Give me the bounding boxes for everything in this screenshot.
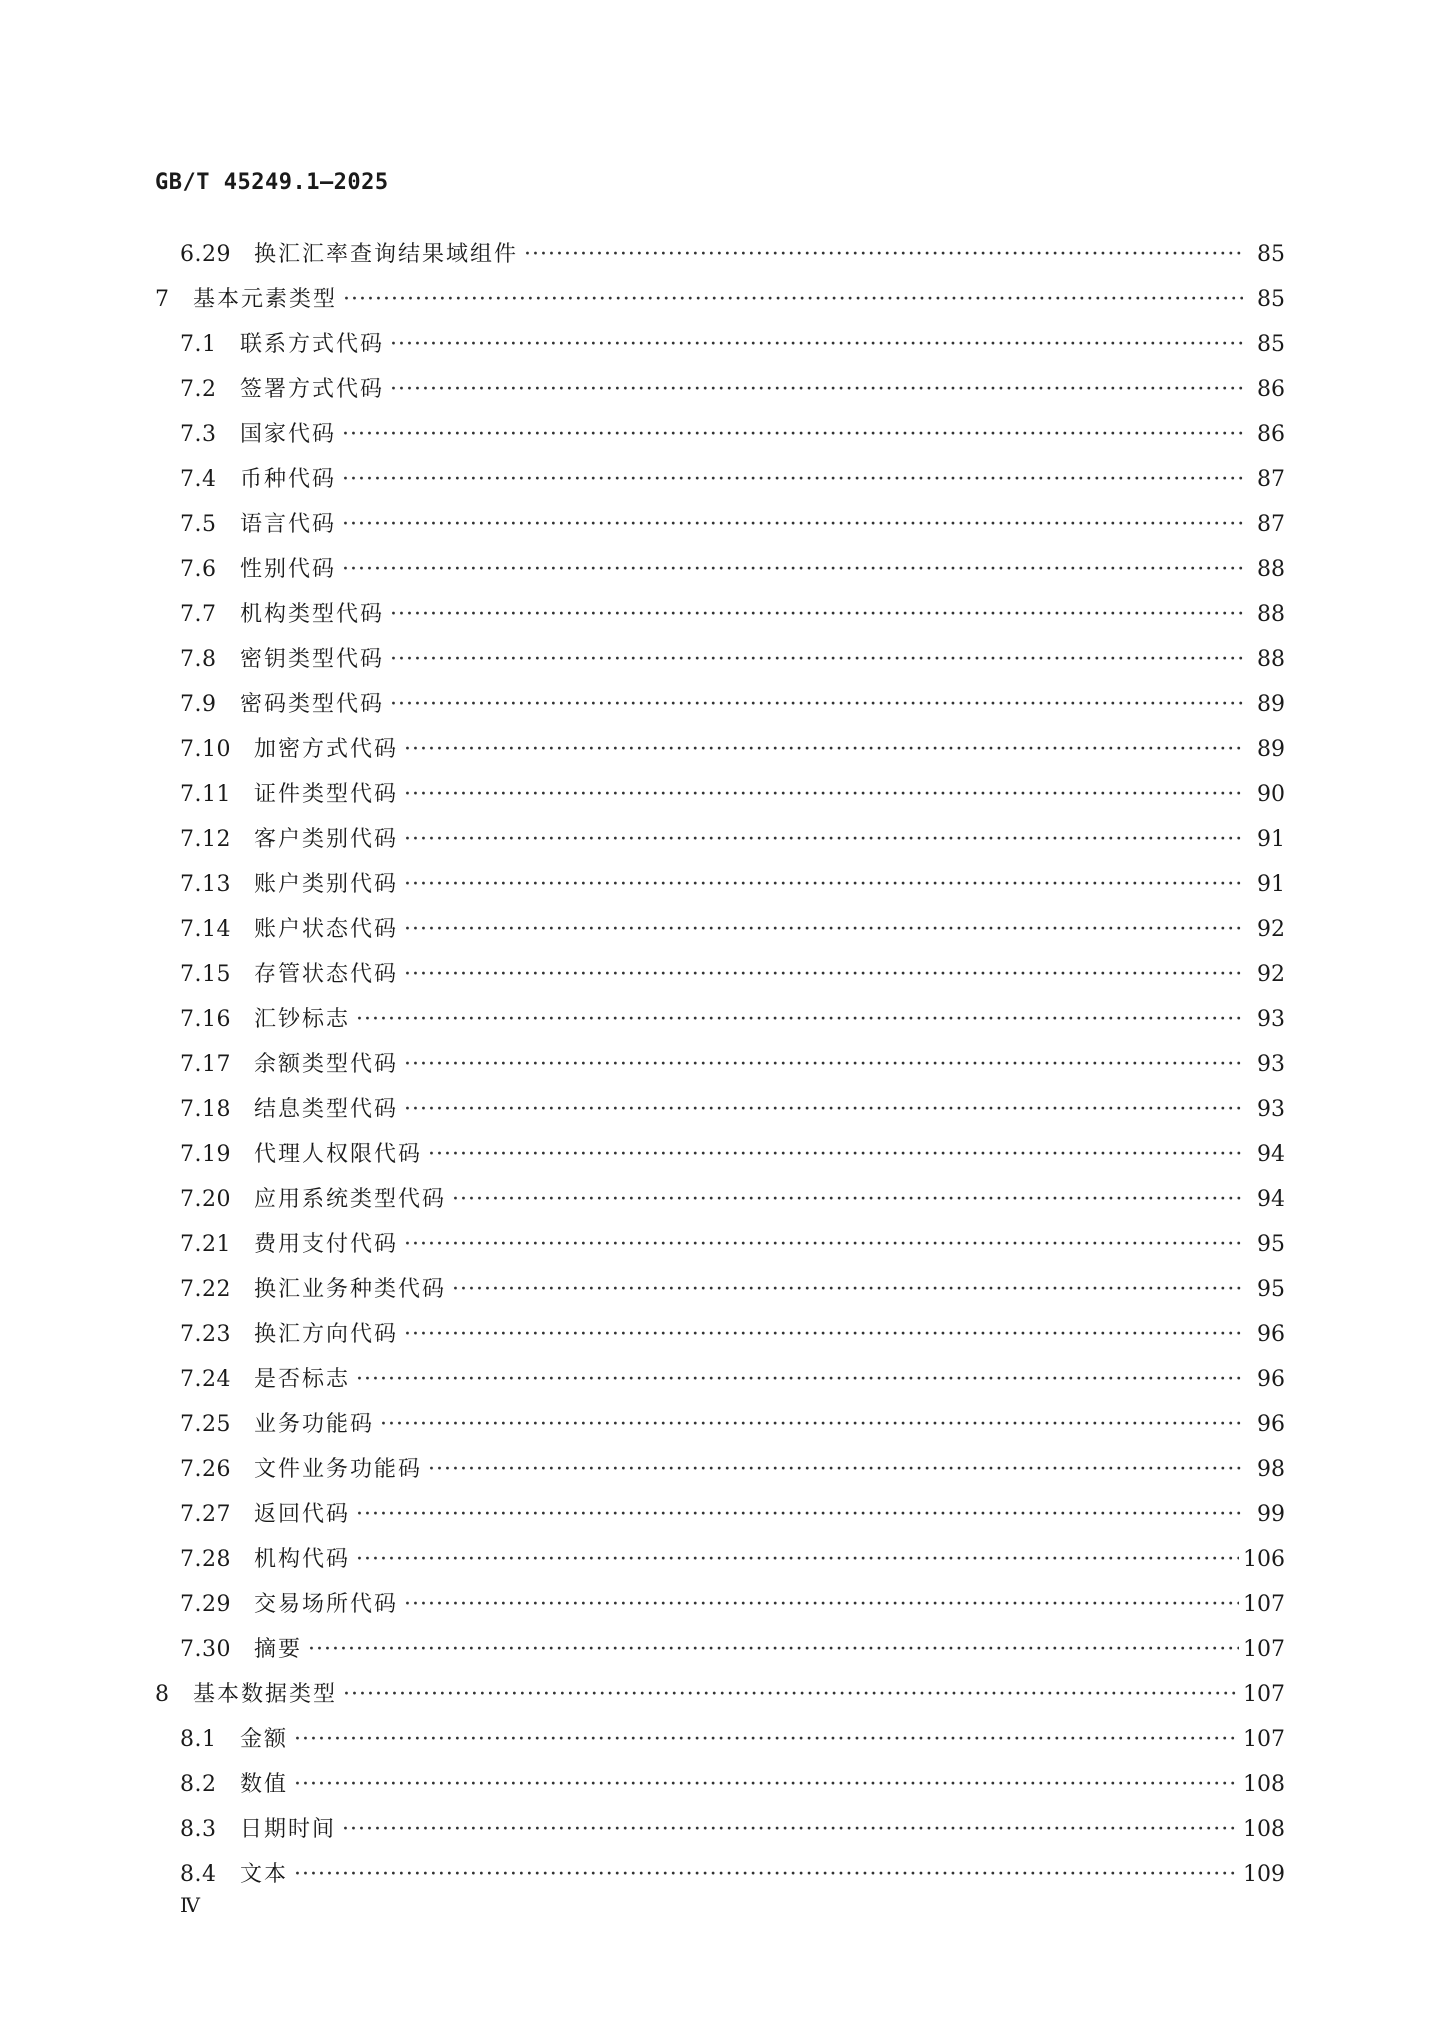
toc-leader-dots	[404, 1087, 1243, 1132]
toc-entry-page: 85	[1257, 242, 1285, 267]
toc-entry[interactable]	[155, 322, 1285, 367]
toc-entry-title: 存管状态代码	[254, 962, 399, 987]
toc-entry-title: 联系方式代码	[240, 332, 385, 357]
toc-entry[interactable]	[155, 637, 1285, 682]
toc-entry-number: 8.3	[180, 1817, 217, 1842]
toc-entry[interactable]	[155, 502, 1285, 547]
toc-entry-title: 换汇方向代码	[254, 1322, 399, 1347]
toc-entry-number: 7.24	[180, 1367, 231, 1392]
toc-leader-dots	[390, 322, 1243, 367]
toc-entry-number: 7.13	[180, 872, 231, 897]
toc-entry-page: 85	[1257, 332, 1285, 357]
toc-entry-title: 文本	[240, 1862, 289, 1887]
toc-entry[interactable]	[155, 1267, 1285, 1312]
toc-entry[interactable]	[155, 457, 1285, 502]
toc-entry-number: 7.10	[180, 737, 231, 762]
toc-entry-number: 7.15	[180, 962, 231, 987]
toc-entry-page: 108	[1243, 1817, 1285, 1842]
toc-leader-dots	[404, 1582, 1239, 1627]
toc-entry[interactable]	[155, 547, 1285, 592]
toc-entry-number: 8	[155, 1682, 170, 1707]
toc-leader-dots	[356, 1357, 1243, 1402]
toc-entry-title: 是否标志	[254, 1367, 351, 1392]
toc-entry-number: 7.16	[180, 1007, 231, 1032]
toc-entry[interactable]	[155, 772, 1285, 817]
toc-leader-dots	[404, 772, 1243, 817]
toc-leader-dots	[428, 1447, 1243, 1492]
toc-entry-number: 7.8	[180, 647, 217, 672]
toc-entry-title: 换汇业务种类代码	[254, 1277, 447, 1302]
toc-entry[interactable]	[155, 1087, 1285, 1132]
toc-entry-number: 7.20	[180, 1187, 231, 1212]
toc-entry-page: 96	[1257, 1322, 1285, 1347]
toc-entry-page: 91	[1257, 872, 1285, 897]
toc-entry-title: 文件业务功能码	[254, 1457, 423, 1482]
toc-entry[interactable]	[155, 1672, 1285, 1717]
toc-entry-title: 换汇汇率查询结果域组件	[254, 242, 519, 267]
toc-entry-title: 客户类别代码	[254, 827, 399, 852]
toc-entry-number: 7.22	[180, 1277, 231, 1302]
toc-leader-dots	[404, 727, 1243, 772]
toc-entry-number: 7.14	[180, 917, 231, 942]
toc-leader-dots	[404, 907, 1243, 952]
toc-entry[interactable]	[155, 1627, 1285, 1672]
toc-entry[interactable]	[155, 232, 1285, 277]
toc-leader-dots	[308, 1627, 1239, 1672]
toc-entry-number: 8.1	[180, 1727, 217, 1752]
toc-entry-title: 机构类型代码	[240, 602, 385, 627]
toc-entry[interactable]	[155, 412, 1285, 457]
toc-entry-page: 107	[1243, 1592, 1285, 1617]
toc-entry[interactable]	[155, 1357, 1285, 1402]
toc-entry-number: 7.21	[180, 1232, 231, 1257]
toc-leader-dots	[390, 367, 1243, 412]
toc-entry[interactable]	[155, 1807, 1285, 1852]
toc-entry-page: 107	[1243, 1682, 1285, 1707]
toc-leader-dots	[342, 547, 1243, 592]
toc-entry-page: 93	[1257, 1097, 1285, 1122]
table-of-contents	[155, 232, 1285, 1897]
toc-entry-number: 7.25	[180, 1412, 231, 1437]
toc-entry-number: 7.2	[180, 377, 217, 402]
toc-entry-title: 账户状态代码	[254, 917, 399, 942]
toc-entry-page: 108	[1243, 1772, 1285, 1797]
toc-leader-dots	[404, 1042, 1243, 1087]
toc-entry-page: 107	[1243, 1637, 1285, 1662]
toc-entry-page: 92	[1257, 917, 1285, 942]
toc-entry-title: 余额类型代码	[254, 1052, 399, 1077]
toc-entry-page: 94	[1257, 1142, 1285, 1167]
toc-leader-dots	[452, 1177, 1243, 1222]
toc-entry-number: 7.1	[180, 332, 217, 357]
toc-entry-page: 92	[1257, 962, 1285, 987]
toc-entry-title: 业务功能码	[254, 1412, 375, 1437]
toc-entry-number: 7.3	[180, 422, 217, 447]
toc-entry-title: 结息类型代码	[254, 1097, 399, 1122]
toc-entry-page: 99	[1257, 1502, 1285, 1527]
toc-entry-title: 汇钞标志	[254, 1007, 351, 1032]
toc-entry-number: 7.4	[180, 467, 217, 492]
toc-entry-page: 106	[1243, 1547, 1285, 1572]
toc-entry-page: 87	[1257, 467, 1285, 492]
toc-leader-dots	[404, 862, 1243, 907]
toc-leader-dots	[380, 1402, 1243, 1447]
toc-entry-number: 7.5	[180, 512, 217, 537]
toc-entry-page: 94	[1257, 1187, 1285, 1212]
toc-entry-title: 日期时间	[240, 1817, 337, 1842]
toc-entry[interactable]	[155, 1582, 1285, 1627]
toc-entry-title: 签署方式代码	[240, 377, 385, 402]
toc-entry-page: 95	[1257, 1277, 1285, 1302]
toc-entry-title: 基本数据类型	[193, 1682, 338, 1707]
toc-entry-title: 代理人权限代码	[254, 1142, 423, 1167]
toc-entry-number: 7.29	[180, 1592, 231, 1617]
toc-entry-title: 返回代码	[254, 1502, 351, 1527]
toc-entry-number: 7.23	[180, 1322, 231, 1347]
toc-entry[interactable]	[155, 1042, 1285, 1087]
toc-entry-title: 账户类别代码	[254, 872, 399, 897]
toc-entry[interactable]	[155, 1852, 1285, 1897]
toc-entry-number: 7.6	[180, 557, 217, 582]
toc-entry[interactable]	[155, 367, 1285, 412]
toc-entry[interactable]	[155, 1177, 1285, 1222]
toc-entry-page: 96	[1257, 1367, 1285, 1392]
toc-leader-dots	[356, 1537, 1239, 1582]
toc-leader-dots	[428, 1132, 1243, 1177]
toc-entry-page: 86	[1257, 377, 1285, 402]
document-header-id: GB/T 45249.1—2025	[155, 170, 389, 195]
toc-entry-page: 88	[1257, 557, 1285, 582]
toc-entry-page: 98	[1257, 1457, 1285, 1482]
toc-leader-dots	[404, 1312, 1243, 1357]
toc-entry[interactable]	[155, 1447, 1285, 1492]
toc-entry-title: 金额	[240, 1727, 289, 1752]
toc-entry-title: 基本元素类型	[193, 287, 338, 312]
toc-leader-dots	[356, 1492, 1243, 1537]
toc-entry[interactable]	[155, 1222, 1285, 1267]
toc-entry[interactable]	[155, 1537, 1285, 1582]
toc-entry-title: 应用系统类型代码	[254, 1187, 447, 1212]
toc-leader-dots	[452, 1267, 1243, 1312]
toc-entry-page: 107	[1243, 1727, 1285, 1752]
toc-entry-page: 85	[1257, 287, 1285, 312]
toc-entry-title: 数值	[240, 1772, 289, 1797]
toc-entry-page: 88	[1257, 647, 1285, 672]
toc-entry-title: 交易场所代码	[254, 1592, 399, 1617]
toc-leader-dots	[342, 412, 1243, 457]
toc-entry-page: 90	[1257, 782, 1285, 807]
toc-entry-page: 109	[1243, 1862, 1285, 1887]
toc-entry[interactable]	[155, 1762, 1285, 1807]
toc-leader-dots	[404, 817, 1243, 862]
toc-entry-title: 证件类型代码	[254, 782, 399, 807]
toc-entry-page: 96	[1257, 1412, 1285, 1437]
toc-entry[interactable]	[155, 907, 1285, 952]
toc-entry[interactable]	[155, 952, 1285, 997]
toc-entry[interactable]	[155, 1132, 1285, 1177]
toc-entry-number: 7.18	[180, 1097, 231, 1122]
toc-entry-number: 7.28	[180, 1547, 231, 1572]
toc-entry-page: 93	[1257, 1007, 1285, 1032]
toc-entry-title: 国家代码	[240, 422, 337, 447]
toc-entry[interactable]	[155, 817, 1285, 862]
toc-entry[interactable]	[155, 1492, 1285, 1537]
toc-leader-dots	[343, 277, 1243, 322]
toc-entry-title: 语言代码	[240, 512, 337, 537]
toc-entry-number: 7.11	[180, 782, 231, 807]
toc-entry[interactable]	[155, 862, 1285, 907]
toc-entry-page: 87	[1257, 512, 1285, 537]
toc-leader-dots	[294, 1717, 1239, 1762]
toc-leader-dots	[390, 682, 1243, 727]
toc-entry-number: 6.29	[180, 242, 231, 267]
toc-entry-title: 费用支付代码	[254, 1232, 399, 1257]
page-number-footer: Ⅳ	[180, 1893, 200, 1917]
toc-entry-number: 7.30	[180, 1637, 231, 1662]
toc-leader-dots	[343, 1672, 1239, 1717]
toc-leader-dots	[294, 1762, 1239, 1807]
toc-entry-page: 91	[1257, 827, 1285, 852]
toc-entry-number: 7.9	[180, 692, 217, 717]
toc-entry-title: 机构代码	[254, 1547, 351, 1572]
toc-entry-title: 币种代码	[240, 467, 337, 492]
toc-entry-page: 89	[1257, 737, 1285, 762]
toc-entry-number: 7.12	[180, 827, 231, 852]
toc-entry-title: 性别代码	[240, 557, 337, 582]
toc-leader-dots	[390, 592, 1243, 637]
toc-entry-number: 8.2	[180, 1772, 217, 1797]
toc-entry-page: 86	[1257, 422, 1285, 447]
toc-entry-page: 95	[1257, 1232, 1285, 1257]
toc-entry[interactable]	[155, 682, 1285, 727]
toc-leader-dots	[342, 1807, 1239, 1852]
toc-entry-title: 密码类型代码	[240, 692, 385, 717]
toc-leader-dots	[404, 1222, 1243, 1267]
toc-entry-number: 7.26	[180, 1457, 231, 1482]
toc-entry[interactable]	[155, 727, 1285, 772]
toc-leader-dots	[342, 502, 1243, 547]
toc-leader-dots	[524, 232, 1243, 277]
toc-entry-number: 7.27	[180, 1502, 231, 1527]
toc-entry[interactable]	[155, 1312, 1285, 1357]
toc-entry-number: 7.7	[180, 602, 217, 627]
toc-entry-title: 加密方式代码	[254, 737, 399, 762]
toc-leader-dots	[356, 997, 1243, 1042]
toc-entry[interactable]	[155, 277, 1285, 322]
toc-leader-dots	[390, 637, 1243, 682]
toc-entry-title: 密钥类型代码	[240, 647, 385, 672]
toc-entry[interactable]	[155, 592, 1285, 637]
toc-leader-dots	[294, 1852, 1239, 1897]
toc-leader-dots	[342, 457, 1243, 502]
toc-entry-number: 7.19	[180, 1142, 231, 1167]
toc-entry-number: 7.17	[180, 1052, 231, 1077]
toc-entry-page: 88	[1257, 602, 1285, 627]
toc-entry-page: 93	[1257, 1052, 1285, 1077]
toc-entry-title: 摘要	[254, 1637, 303, 1662]
toc-leader-dots	[404, 952, 1243, 997]
toc-entry[interactable]	[155, 1402, 1285, 1447]
toc-entry[interactable]	[155, 997, 1285, 1042]
toc-entry-number: 8.4	[180, 1862, 217, 1887]
toc-entry-page: 89	[1257, 692, 1285, 717]
toc-entry-number: 7	[155, 287, 170, 312]
toc-entry[interactable]	[155, 1717, 1285, 1762]
